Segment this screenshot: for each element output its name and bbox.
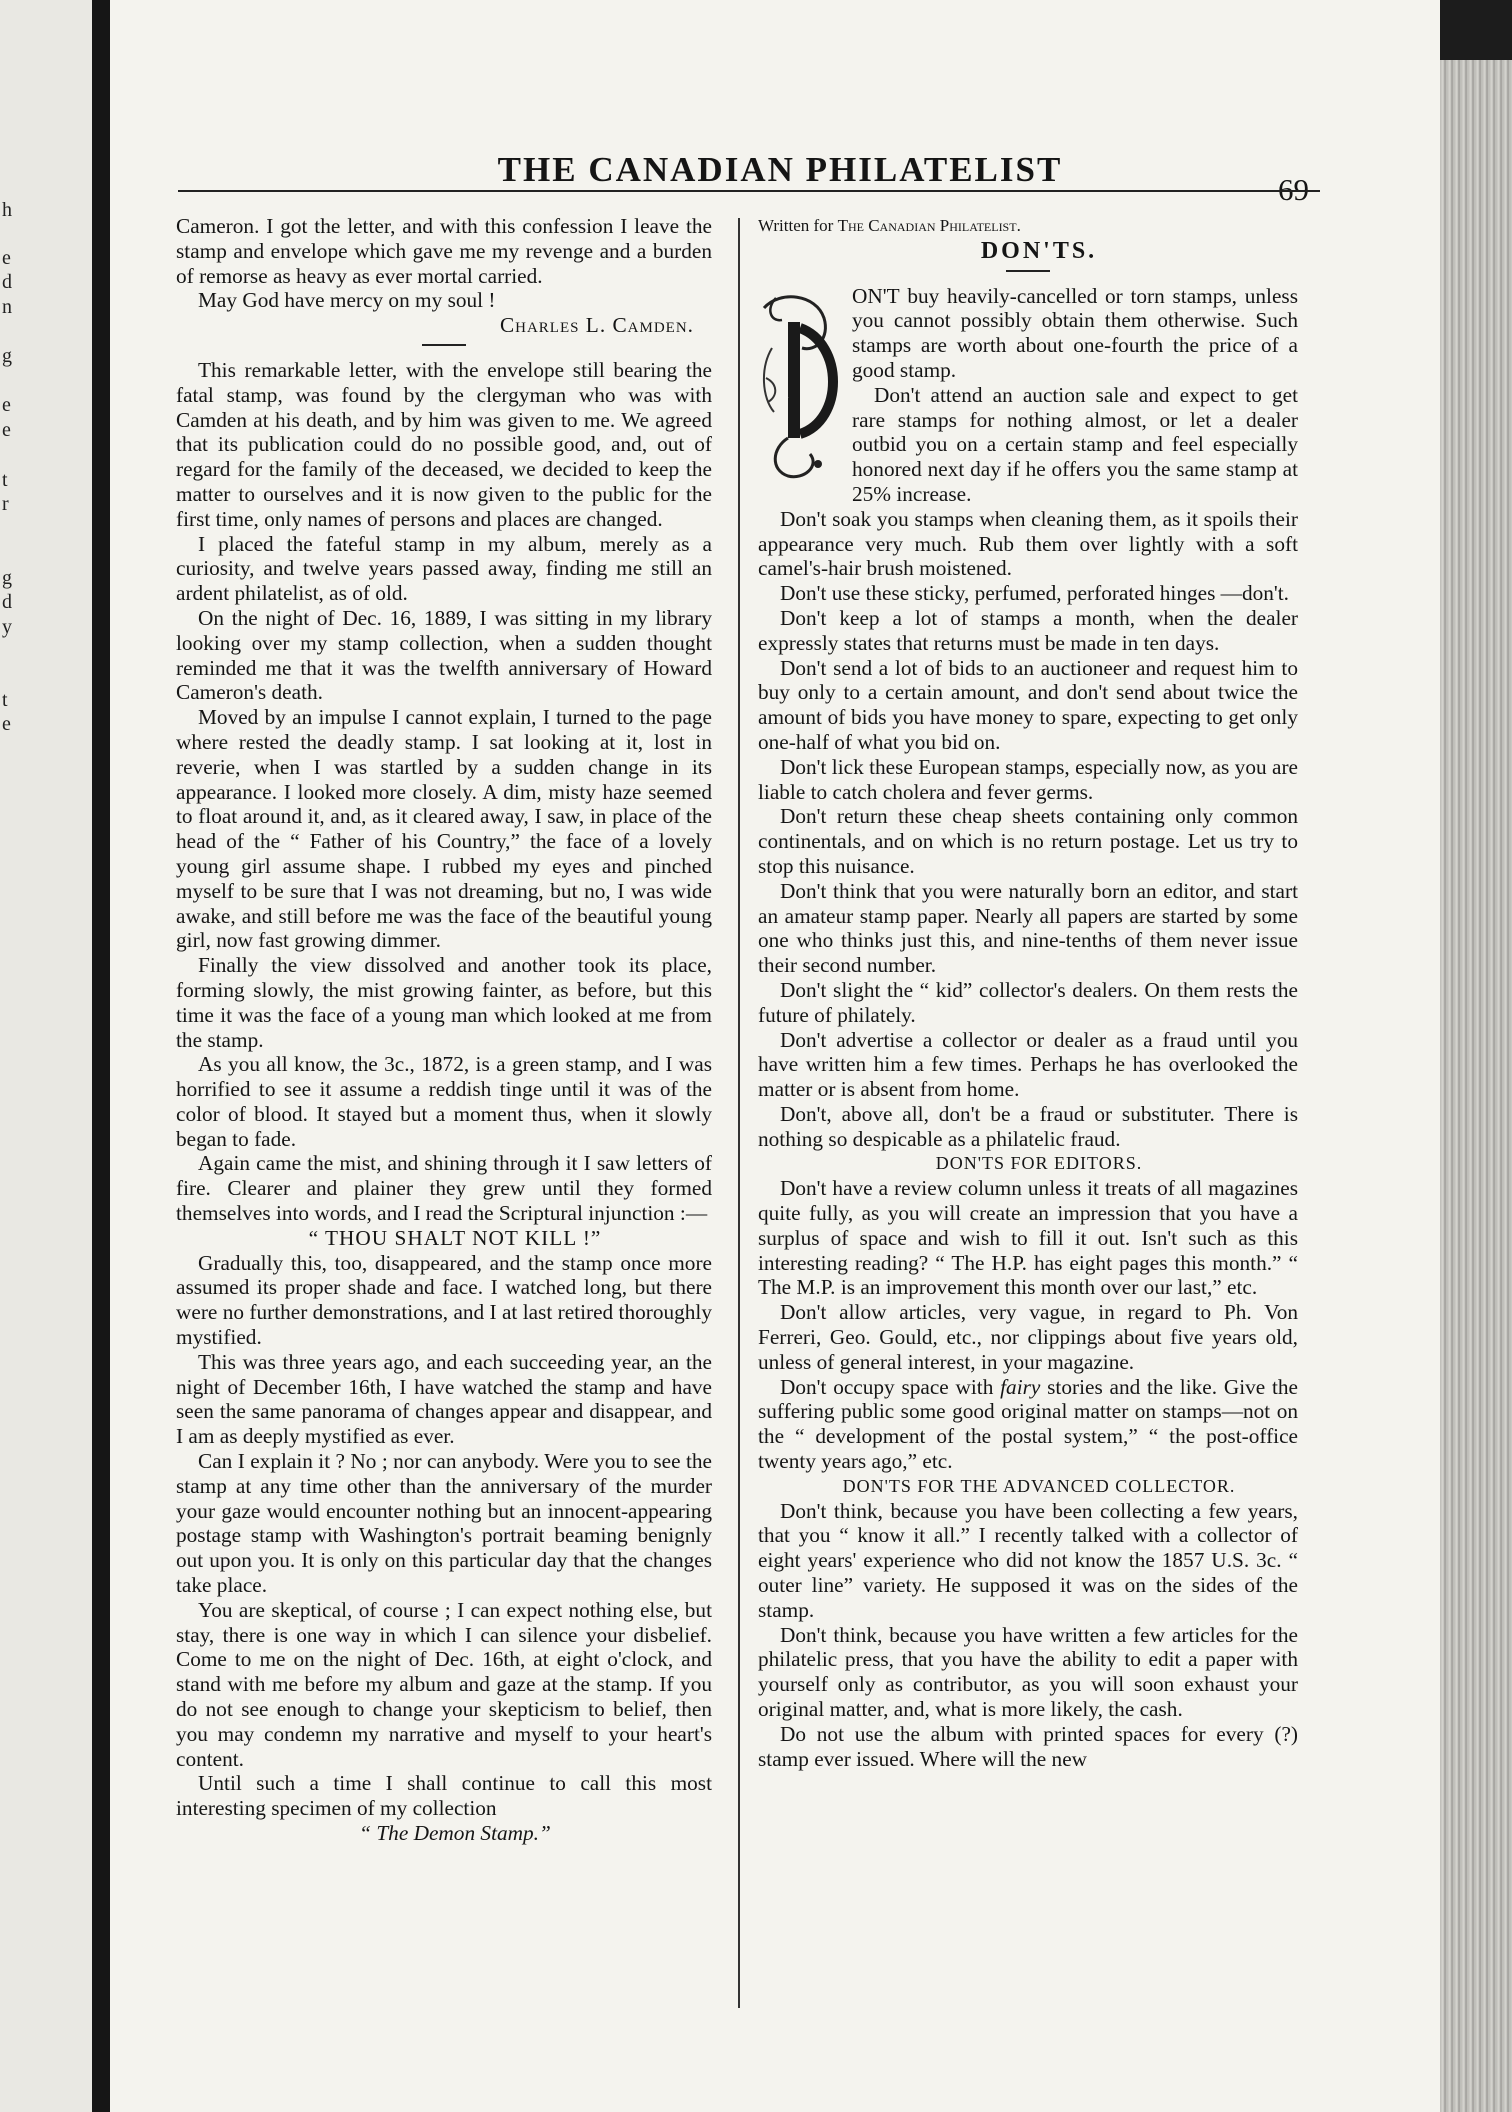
left-fragment: g — [2, 345, 12, 367]
paragraph: Don't slight the “ kid” collector's dealers. On them rests the future of philately. — [758, 977, 1298, 1027]
editors-heading: DON'TS FOR EDITORS. — [935, 1153, 1143, 1174]
paragraph: Don't use these sticky, perfumed, perforated hinges —don't. — [780, 581, 1290, 606]
paragraph: As you all know, the 3c., 1872, is a green stamp, and I was horrified to see it assume a reddish tinge until it was of the color of blood. It stayed but a moment thus, when it slowly began to fade. — [176, 1052, 712, 1151]
left-fragment: h — [2, 199, 12, 221]
paragraph: Don't return these cheap sheets containing only common continentals, and on which is no return postage. Let us try to stop this nuisance. — [758, 804, 1298, 878]
byline-journal: The Canadian Philatelist. — [837, 216, 1021, 235]
paragraph: Don't think, because you have been collecting a few years, that you “ know it all.” I recently talked with a collector of eight years' experience who did not know the 1857 U.S. 3c. “ outer line” variety. He supposed it was on the sides of the stamp. — [758, 1498, 1298, 1622]
first-paragraph-text: buy heavily-cancelled or torn stamps, unless you cannot possibly obtain them otherwise. Such stamps are worth about one-fourth the price of a good stamp. — [852, 283, 1298, 382]
paragraph: Don't, above all, don't be a fraud or substituter. There is nothing so despicable as a philatelic fraud. — [758, 1101, 1298, 1151]
paragraph: On the night of Dec. 16, 1889, I was sitting in my library looking over my stamp collection, when a sudden thought reminded me that it was the twelfth anniversary of Howard Cameron's death. — [176, 605, 712, 705]
left-fragment: e — [2, 419, 11, 441]
left-fragment: r — [2, 493, 9, 515]
left-fragment: t — [2, 469, 8, 491]
paragraph: Until such a time I shall continue to call this most interesting specimen of my collection — [176, 1771, 712, 1821]
page-edges — [1440, 60, 1512, 2112]
collector-heading: DON'TS FOR THE ADVANCED COLLECTOR. — [842, 1475, 1236, 1496]
running-header-title: THE CANADIAN PHILATELIST — [497, 150, 1063, 189]
left-column — [176, 214, 712, 1846]
paragraph: Don't lick these European stamps, especially now, as you are liable to catch cholera and fever germs. — [758, 754, 1298, 804]
paragraph: Gradually this, too, disappeared, and the stamp once more assumed its proper shade and face. I watched long, but there were no further demonstrations, and I at last retired thoroughly mystified. — [176, 1250, 712, 1350]
paragraph: This remarkable letter, with the envelope still bearing the fatal stamp, was found by the clergyman who was with Camden at his death, and by him was given to me. We agreed that its publication could do no possible good, and, out of regard for the family of the deceased, we decided to keep the matter to ourselves and it is now given to the public for the first time, only names of persons and places are changed. — [176, 357, 712, 531]
left-fragment: e — [2, 247, 11, 269]
left-fragment: e — [2, 713, 11, 735]
book-gutter — [92, 0, 110, 2112]
left-fragment: d — [2, 591, 12, 613]
left-fragment: n — [2, 296, 12, 318]
closing-title: “ The Demon Stamp.” — [359, 1821, 551, 1845]
byline-prefix: Written for — [758, 216, 838, 235]
paragraph: Don't have a review column unless it treats of all magazines quite fully, as you will create an impression that you have a surplus of space and wish to fill it out. Isn't such as this interesting reading? “ The H.P. has eight pages this month.” “ The M.P. is an improvement this month over our last,” etc. — [758, 1176, 1298, 1300]
paragraph: Don't think, because you have written a few articles for the philatelic press, that you have the ability to edit a paper with yourself only as contributor, as you will soon exhaust your original matter, and, what is more likely, the cash. — [758, 1622, 1298, 1722]
paragraph: May God have mercy on my soul ! — [198, 288, 496, 313]
paragraph: Don't think that you were naturally born an editor, and start an amateur stamp paper. Nearly all papers are started by some one who thinks just this, and nine-tenths of them never issue their second number. — [758, 878, 1298, 978]
byline — [758, 214, 1298, 239]
right-column — [758, 214, 1298, 1771]
paragraph: Don't allow articles, very vague, in regard to Ph. Von Ferreri, Geo. Gould, etc., nor clippings about five years old, unless of general interest, in your magazine. — [758, 1300, 1298, 1374]
left-fragment: g — [2, 567, 12, 589]
title-rule — [1006, 270, 1050, 272]
injunction-quote: “ THOU SHALT NOT KILL !” — [308, 1225, 602, 1250]
section-rule — [422, 344, 466, 346]
article-title: DON'TS. — [980, 237, 1098, 264]
lead-caps: ON'T — [852, 283, 900, 308]
paragraph: Don't attend an auction sale and expect to get rare stamps for nothing almost, or let a dealer outbid you on a certain stamp and feel especially honored next day if he offers you the same stamp at 25% increase. — [852, 382, 1298, 506]
paragraph: You are skeptical, of course ; I can expect nothing else, but stay, there is one way in which I can silence your disbelief. Come to me on the night of Dec. 16th, at eight o'clock, and stand with me before my album and gaze at the stamp. If you do not see enough to change your skepticism to belief, then you may condemn my narrative and myself to your heart's content. — [176, 1597, 712, 1771]
adjacent-page-sliver — [0, 0, 98, 2112]
left-fragment: d — [2, 271, 12, 293]
paragraph: Don't advertise a collector or dealer as a fraud until you have written him a few times. Perhaps he has overlooked the matter or is absent from home. — [758, 1027, 1298, 1102]
paragraph: This was three years ago, and each succeeding year, an the night of December 16th, I have watched the stamp and have seen the same panorama of changes appear and disappear, and I am as deeply mystified as ever. — [176, 1349, 712, 1449]
left-fragment: y — [2, 616, 12, 638]
left-fragment: t — [2, 689, 8, 711]
column-divider — [738, 218, 740, 2008]
paragraph: Again came the mist, and shining through it I saw letters of fire. Clearer and plainer they grew until they formed themselves into words, and I read the Scriptural injunction :— — [176, 1151, 712, 1226]
fairy-pre: Don't occupy space with — [780, 1374, 1001, 1399]
paragraph: Don't soak you stamps when cleaning them, as it spoils their appearance very much. Rub them over lightly with a soft camel's-hair brush moistened. — [758, 506, 1298, 581]
paragraph: Moved by an impulse I cannot explain, I turned to the page where rested the deadly stamp. I sat looking at it, lost in reverie, when I was startled by a sudden change in its appearance. I looked more closely. A dim, misty haze seemed to float around it, and, as it cleared away, I saw, in place of the head of the “ Father of his Country,” the face of a lovely young girl assume shape. I rubbed my eyes and pinched myself to be sure that I was not dreaming, but no, I was wide awake, and still before me was the face of the beautiful young girl, now fast growing dimmer. — [176, 705, 712, 953]
paragraph: Don't keep a lot of stamps a month, when the dealer expressly states that returns must be made in ten days. — [758, 605, 1298, 655]
page-number: 69 — [1278, 172, 1309, 207]
header-rule — [178, 190, 1320, 192]
left-fragment: e — [2, 394, 11, 416]
fairy-word: fairy — [1000, 1374, 1041, 1399]
paragraph: Do not use the album with printed spaces for every (?) stamp ever issued. Where will the new — [758, 1721, 1298, 1771]
first-paragraph — [758, 283, 1298, 399]
ornate-dropcap-d-icon — [758, 288, 842, 484]
dropcap-letter: D — [788, 397, 789, 399]
paragraph: Finally the view dissolved and another took its place, forming slowly, the mist growing fainter, as before, but this time it was the face of a young man which looked at me from the stamp. — [176, 953, 712, 1052]
paragraph: I placed the fateful stamp in my album, merely as a curiosity, and twelve years passed away, finding me still an ardent philatelist, as of old. — [176, 531, 712, 606]
paragraph: Don't send a lot of bids to an auctioneer and request him to buy only to a certain amount, and don't send about twice the amount of bids you have money to spare, expecting to get only one-half of what you bid on. — [758, 655, 1298, 754]
letter-signature: Charles L. Camden. — [499, 313, 694, 338]
paragraph — [758, 1375, 1298, 1474]
paragraph: Can I explain it ? No ; nor can anybody. Were you to see the stamp at any time other than the anniversary of the murder your gaze would encounter nothing but an innocent-appearing postage stamp with Washington's portrait beaming benignly out upon you. It is only on this particular day that the changes take place. — [176, 1449, 712, 1598]
paragraph: Cameron. I got the letter, and with this confession I leave the stamp and envelope which gave me my revenge and a burden of remorse as heavy as ever mortal carried. — [176, 214, 712, 288]
fairy-post: stories and the like. Give the suffering public some good original matter on stamps—not on the “ development of the postal system,” “ the post-office twenty years ago,” etc. — [758, 1374, 1298, 1474]
